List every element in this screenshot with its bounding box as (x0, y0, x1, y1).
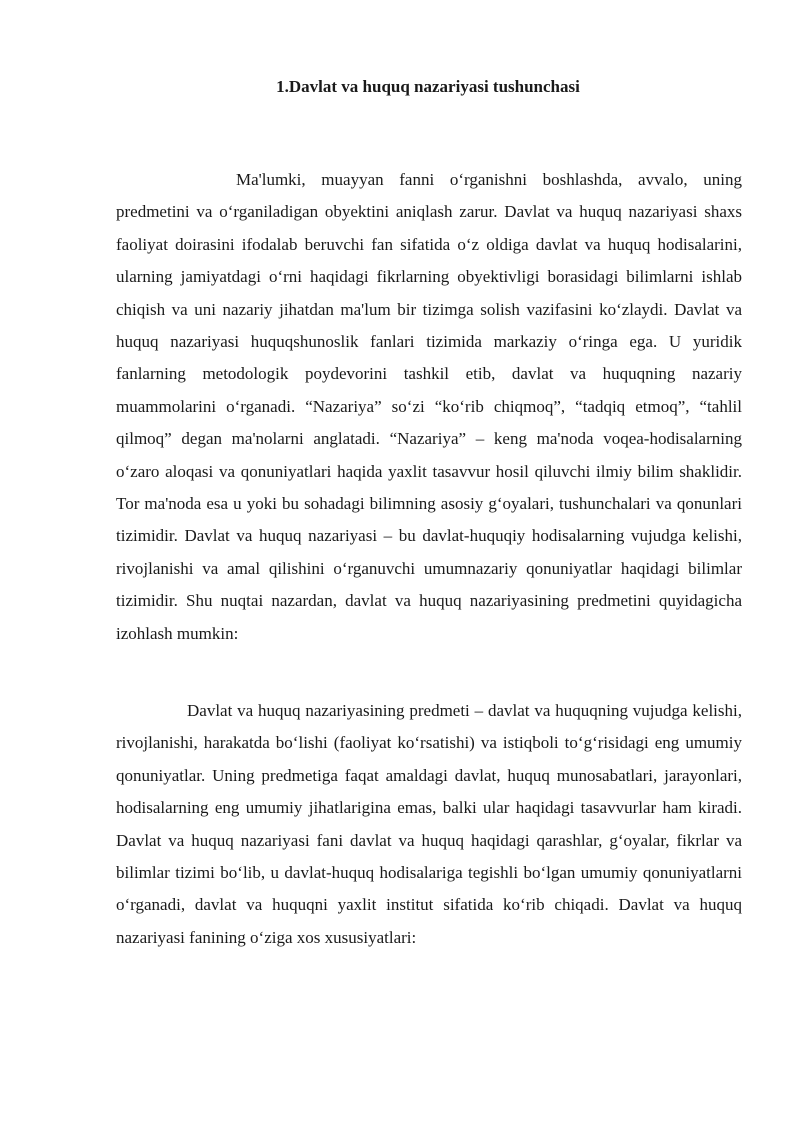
page-title: 1.Davlat va huquq nazariyasi tushunchasi (276, 77, 580, 96)
body-paragraph-2: Davlat va huquq nazariyasining predmeti – davlat va huquqning vujudga kelishi, rivojlanishi, harakatda bo‘lishi (faoliyat ko‘rsatishi) va istiqboli to‘g‘risidagi eng umumiy qonuniyatlar. Uning predmetiga faqat amaldagi davlat, huquq munosabatlari, jarayonlari, hodisalarning eng umumiy jihatlarigina emas, balki ular haqidagi tasavvurlar ham kiradi. Davlat va huquq nazariyasi fani davlat va huquq haqidagi qarashlar, g‘oyalar, fikrlar va bilimlar tizimi bo‘lib, u davlat-huquq hodisalariga tegishli bo‘lgan umumiy qonuniyatlarni o‘rganadi, davlat va huquqni yaxlit institut sifatida ko‘rib chiqadi. Davlat va huquq nazariyasi fanining o‘ziga xos xususiyatlari: (116, 701, 742, 947)
body-paragraph-1: Ma'lumki, muayyan fanni o‘rganishni boshlashda, avvalo, uning predmetini va o‘rganiladigan obyektini aniqlash zarur. Davlat va huquq nazariyasi shaxs faoliyat doirasini ifodalab beruvchi fan sifatida o‘z oldiga davlat va huquq hodisalarini, ularning jamiyatdagi o‘rni haqidagi fikrlarning obyektivligi borasidagi bilimlarni ishlab chiqish va uni nazariy jihatdan ma'lum bir tizimga solish vazifasini ko‘zlaydi. Davlat va huquq nazariyasi huquqshunoslik fanlari tizimida markaziy o‘ringa ega. U yuridik fanlarning metodologik poydevorini tashkil etib, davlat va huquqning nazariy muammolarini o‘rganadi. “Nazariya” so‘zi “ko‘rib chiqmoq”, “tadqiq etmoq”, “tahlil qilmoq” degan ma'nolarni anglatadi. “Nazariya” – keng ma'noda voqea-hodisalarning o‘zaro aloqasi va qonuniyatlari haqida yaxlit tasavvur hosil qiluvchi ilmiy bilim shaklidir. Tor ma'noda esa u yoki bu sohadagi bilimning asosiy g‘oyalari, tushunchalari va qonunlari tizimidir. Davlat va huquq nazariyasi – bu davlat-huquqiy hodisalarning vujudga kelishi, rivojlanishi va amal qilishini o‘rganuvchi umumnazariy qonuniyatlar haqidagi bilimlar tizimidir. Shu nuqtai nazardan, davlat va huquq nazariyasining predmetini quyidagicha izohlash mumkin: (116, 170, 742, 643)
